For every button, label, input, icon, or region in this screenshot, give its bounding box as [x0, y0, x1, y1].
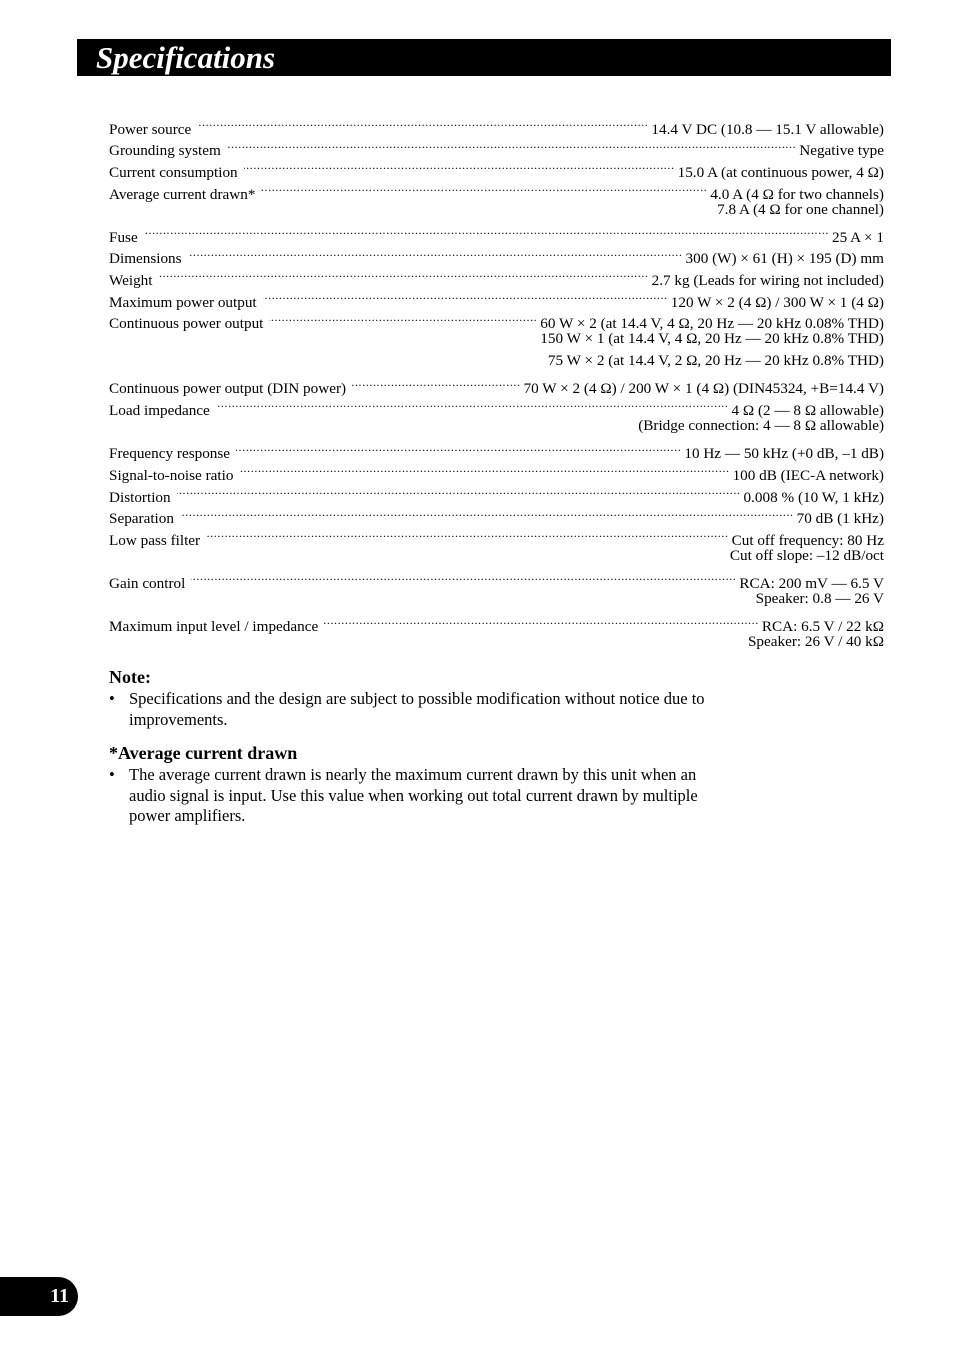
bullet-icon: •: [109, 765, 115, 784]
spec-value: Cut off slope: –12 dB/oct: [729, 546, 884, 564]
dot-leader: [263, 285, 668, 307]
spec-value: 4.0 A (4 Ω for two channels): [710, 185, 884, 203]
spec-value: 7.8 A (4 Ω for one channel): [717, 200, 884, 218]
spec-label: Power source: [109, 120, 192, 138]
spec-label: Frequency response: [109, 445, 231, 463]
spec-row-continuation: [109, 350, 884, 372]
dot-leader: [236, 437, 681, 459]
spec-label: Maximum input level / impedance: [109, 618, 319, 636]
spec-label: Gain control: [109, 575, 186, 593]
spec-value: (Bridge connection: 4 — 8 Ω allowable): [638, 416, 884, 434]
spec-value: 70 W × 2 (4 Ω) / 200 W × 1 (4 Ω) (DIN45324, +B=14.4 V): [523, 380, 884, 398]
bullet-icon: •: [109, 689, 115, 708]
spec-label: Signal-to-noise ratio: [109, 466, 234, 484]
spec-label: Current consumption: [109, 163, 238, 181]
spec-value: Cut off frequency: 80 Hz: [731, 531, 884, 549]
spec-value: RCA: 6.5 V / 22 kΩ: [761, 618, 884, 636]
spec-row: [109, 437, 884, 463]
spec-value: 0.008 % (10 W, 1 kHz): [743, 488, 884, 506]
spec-value: 100 dB (IEC-A network): [732, 466, 884, 484]
spec-label: Fuse: [109, 228, 138, 246]
spec-label: Separation: [109, 510, 174, 528]
spec-label: Grounding system: [109, 142, 221, 160]
dot-leader: [191, 566, 736, 588]
spec-label: Continuous power output (DIN power): [109, 380, 347, 398]
dot-leader: [352, 372, 521, 394]
spec-value: 14.4 V DC (10.8 — 15.1 V allowable): [651, 120, 884, 138]
note-item: [109, 689, 749, 730]
dot-leader: [177, 480, 741, 502]
spec-label: Dimensions: [109, 250, 182, 268]
spec-row-continuation: [109, 415, 884, 437]
spec-value: 120 W × 2 (4 Ω) / 300 W × 1 (4 Ω): [670, 293, 884, 311]
spec-value: Speaker: 26 V / 40 kΩ: [747, 633, 884, 651]
spec-row: [109, 134, 884, 160]
spec-label: Maximum power output: [109, 293, 257, 311]
spec-row: [109, 242, 884, 268]
spec-label: Distortion: [109, 488, 171, 506]
spec-value: 60 W × 2 (at 14.4 V, 4 Ω, 20 Hz — 20 kHz 0.08% THD): [540, 315, 884, 333]
spec-value: 2.7 kg (Leads for wiring not included): [651, 272, 884, 290]
dot-leader: [144, 220, 829, 242]
dot-leader: [206, 523, 728, 545]
average-current-text: The average current drawn is nearly the maximum current drawn by this unit when an audio signal is input. Use this value when working out total current drawn by multiple power amplifiers.: [129, 765, 698, 825]
spec-value: 10 Hz — 50 kHz (+0 dB, –1 dB): [684, 445, 884, 463]
note-text: Specifications and the design are subject to possible modification without notice due to improvements.: [129, 689, 705, 729]
spec-value: Negative type: [799, 142, 884, 160]
spec-label: Load impedance: [109, 401, 210, 419]
spec-row: [109, 220, 884, 246]
page-number-tab: [0, 1277, 78, 1316]
spec-value: 25 A × 1: [831, 228, 884, 246]
spec-row: [109, 610, 884, 636]
spec-value: 15.0 A (at continuous power, 4 Ω): [677, 163, 884, 181]
spec-row-continuation: [109, 588, 884, 610]
page-number: 11: [50, 1285, 69, 1307]
specifications-list: [109, 112, 884, 653]
dot-leader: [197, 112, 648, 134]
spec-row-continuation: [109, 545, 884, 567]
spec-value: RCA: 200 mV — 6.5 V: [739, 575, 884, 593]
dot-leader: [159, 263, 649, 285]
dot-leader: [216, 393, 729, 415]
spec-label: Weight: [109, 272, 153, 290]
spec-value: 300 (W) × 61 (H) × 195 (D) mm: [685, 250, 884, 268]
spec-row: [109, 523, 884, 549]
spec-value: 150 W × 1 (at 14.4 V, 4 Ω, 20 Hz — 20 kHz 0.8% THD): [540, 330, 884, 348]
dot-leader: [261, 177, 707, 199]
dot-leader: [227, 134, 796, 156]
spec-row: [109, 502, 884, 528]
page-title: Specifications: [96, 40, 276, 75]
dot-leader: [180, 502, 794, 524]
spec-label: Average current drawn*: [109, 185, 256, 203]
average-current-heading: *Average current drawn: [109, 743, 298, 763]
spec-value: 70 dB (1 kHz): [796, 510, 884, 528]
spec-value: Speaker: 0.8 — 26 V: [755, 590, 884, 608]
dot-leader: [239, 458, 729, 480]
section-title-bar: [77, 39, 891, 76]
dot-leader: [188, 242, 683, 264]
dot-leader: [324, 610, 759, 632]
spec-label: Low pass filter: [109, 531, 201, 549]
dot-leader: [269, 307, 537, 329]
spec-row: [109, 372, 884, 398]
note-heading: Note:: [109, 667, 151, 687]
spec-value: 75 W × 2 (at 14.4 V, 2 Ω, 20 Hz — 20 kHz 0.8% THD): [547, 352, 884, 370]
dot-leader: [244, 155, 675, 177]
spec-label: Continuous power output: [109, 315, 264, 333]
spec-row: [109, 566, 884, 593]
spec-value: 4 Ω (2 — 8 Ω allowable): [731, 401, 884, 419]
spec-row: [109, 112, 884, 138]
average-current-item: [109, 765, 729, 827]
